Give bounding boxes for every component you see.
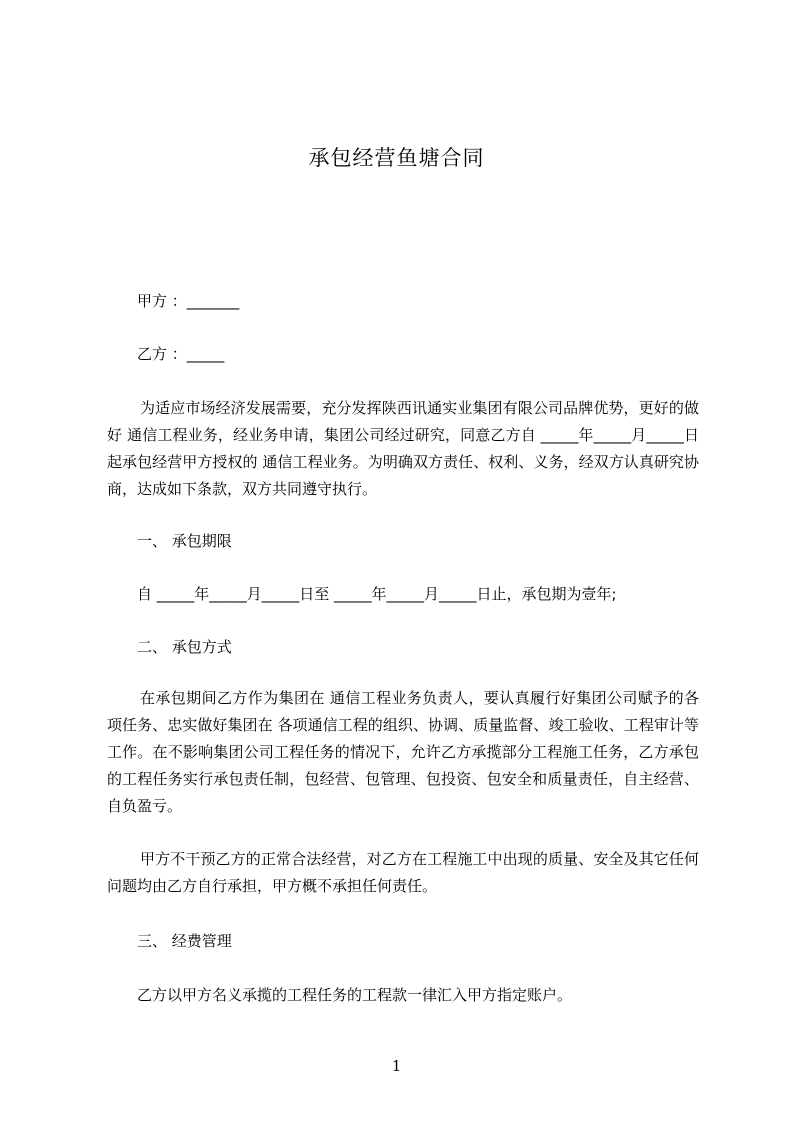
party-a-line: 甲方 ：_______ <box>137 292 240 310</box>
contract-term-line: 自 _____年_____月_____日至 _____年_____月_____日止，承包期为壹年; <box>137 585 617 603</box>
document-title: 承包经营鱼塘合同 <box>308 146 485 170</box>
funds-paragraph: 乙方以甲方名义承揽的工程任务的工程款一律汇入甲方指定账户。 <box>137 986 573 1004</box>
method-paragraph: 在承包期间乙方作为集团在 通信工程业务负责人，要认真履行好集团公司赋予的各项任务、忠实做好集团在 各项通信工程的组织、协调、质量监督、竣工验收、工程审计等工作。在不影响集团公司工程任务的情况下，允许乙方承揽部分工程施工任务，乙方承包的工程任务实行承包责任制，包经营、包管理、包投资、包安全和质量责任，自主经营、自负盈亏。 <box>107 689 699 815</box>
section-heading-term: 一、 承包期限 <box>137 532 232 550</box>
section-heading-method: 二、 承包方式 <box>137 638 232 656</box>
party-b-line: 乙方 ：_____ <box>137 345 225 363</box>
liability-paragraph: 甲方不干预乙方的正常合法经营，对乙方在工程施工中出现的质量、安全及其它任何问题均由乙方自行承担，甲方概不承担任何责任。 <box>107 850 699 895</box>
intro-paragraph: 为适应市场经济发展需要，充分发挥陕西讯通实业集团有限公司品牌优势，更好的做好 通信工程业务，经业务申请，集团公司经过研究，同意乙方自 _____年_____月_____日起承包经营甲方授权的 通信工程业务。为明确双方责任、权利、义务，经双方认真研究协商，达成如下条款，双方共同遵守执行。 <box>107 399 699 498</box>
page-number: 1 <box>391 1057 402 1075</box>
section-heading-funds: 三、 经费管理 <box>137 932 232 950</box>
